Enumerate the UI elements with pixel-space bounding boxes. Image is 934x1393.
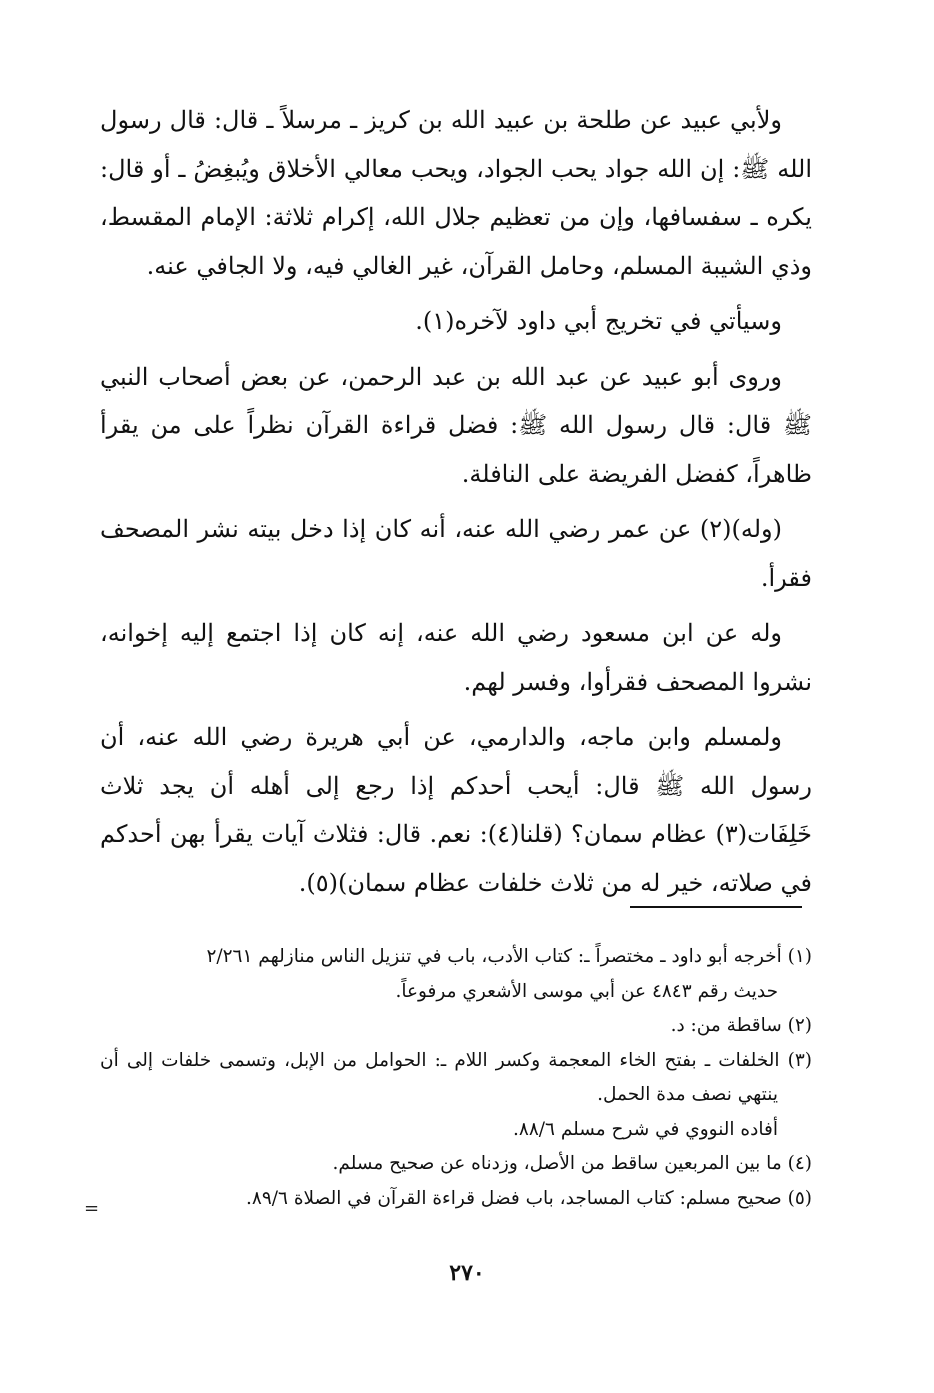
margin-mark: = xyxy=(84,1198,100,1219)
footnote-4: (٤) ما بين المربعين ساقط من الأصل، وزدناه عن صحيح مسلم. xyxy=(332,1153,812,1174)
footnote-divider xyxy=(630,906,802,908)
footnote-2: (٢) ساقطة من: د. xyxy=(670,1015,812,1036)
main-text xyxy=(100,96,812,914)
footnote-1-continuation: حديث رقم ٤٨٤٣ عن أبي موسى الأشعري مرفوعاً. xyxy=(395,980,778,1002)
paragraph: وله عن ابن مسعود رضي الله عنه، إنه كان إذا اجتمع إليه إخوانه، نشروا المصحف فقرأوا، وفسر لهم. xyxy=(100,619,812,696)
paragraph: ولأبي عبيد عن طلحة بن عبيد الله بن كريز ـ مرسلاً ـ قال: قال رسول الله ﷺ: إن الله جواد يحب الجواد، ويحب معالي الأخلاق ويُبغِضُ ـ أو قال: يكره ـ سفسافها، وإن من تعظيم جلال الله، إكرام ثلاثة: الإمام المقسط، وذي الشيبة المسلم، وحامل القرآن، غير الغالي فيه، ولا الجافي عنه. xyxy=(100,106,812,280)
footnote-3: (٣) الخلفات ـ بفتح الخاء المعجمة وكسر اللام ـ: الحوامل من الإبل، وتسمى خلفات إلى أن ينتهي نصف مدة الحمل. xyxy=(100,1049,812,1105)
paragraph: وسيأتي في تخريج أبي داود لآخره(١). xyxy=(415,307,782,335)
paragraph: ولمسلم وابن ماجه، والدارمي، عن أبي هريرة رضي الله عنه، أن رسول الله ﷺ قال: أيحب أحدكم إذا رجع إلى أهله أن يجد ثلاث خَلِفَات(٣) عظام سمان؟ (قلنا(٤): نعم. قال: فثلاث آيات يقرأ بهن أحدكم في صلاته، خير له من ثلاث خلفات عظام سمان)(٥). xyxy=(100,723,812,897)
footnote-5: (٥) صحيح مسلم: كتاب المساجد، باب فضل قراءة القرآن في الصلاة ٨٩/٦. xyxy=(246,1187,812,1209)
footnote-1: (١) أخرجه أبو داود ـ مختصراً ـ: كتاب الأدب، باب في تنزيل الناس منازلهم ٢/٢٦١ xyxy=(206,946,812,967)
footnote-3-continuation: أفاده النووي في شرح مسلم ٨٨/٦. xyxy=(513,1118,778,1140)
paragraph: (وله)(٢) عن عمر رضي الله عنه، أنه كان إذا دخل بيته نشر المصحف فقرأ. xyxy=(100,515,812,592)
paragraph: وروى أبو عبيد عن عبد الله بن عبد الرحمن، عن بعض أصحاب النبي ﷺ قال: قال رسول الله ﷺ: فضل قراءة القرآن نظراً على من يقرأ ظاهراً، كفضل الفريضة على النافلة. xyxy=(100,362,812,488)
page-number: ٢٧٠ xyxy=(449,1260,485,1286)
footnotes xyxy=(100,940,812,1216)
